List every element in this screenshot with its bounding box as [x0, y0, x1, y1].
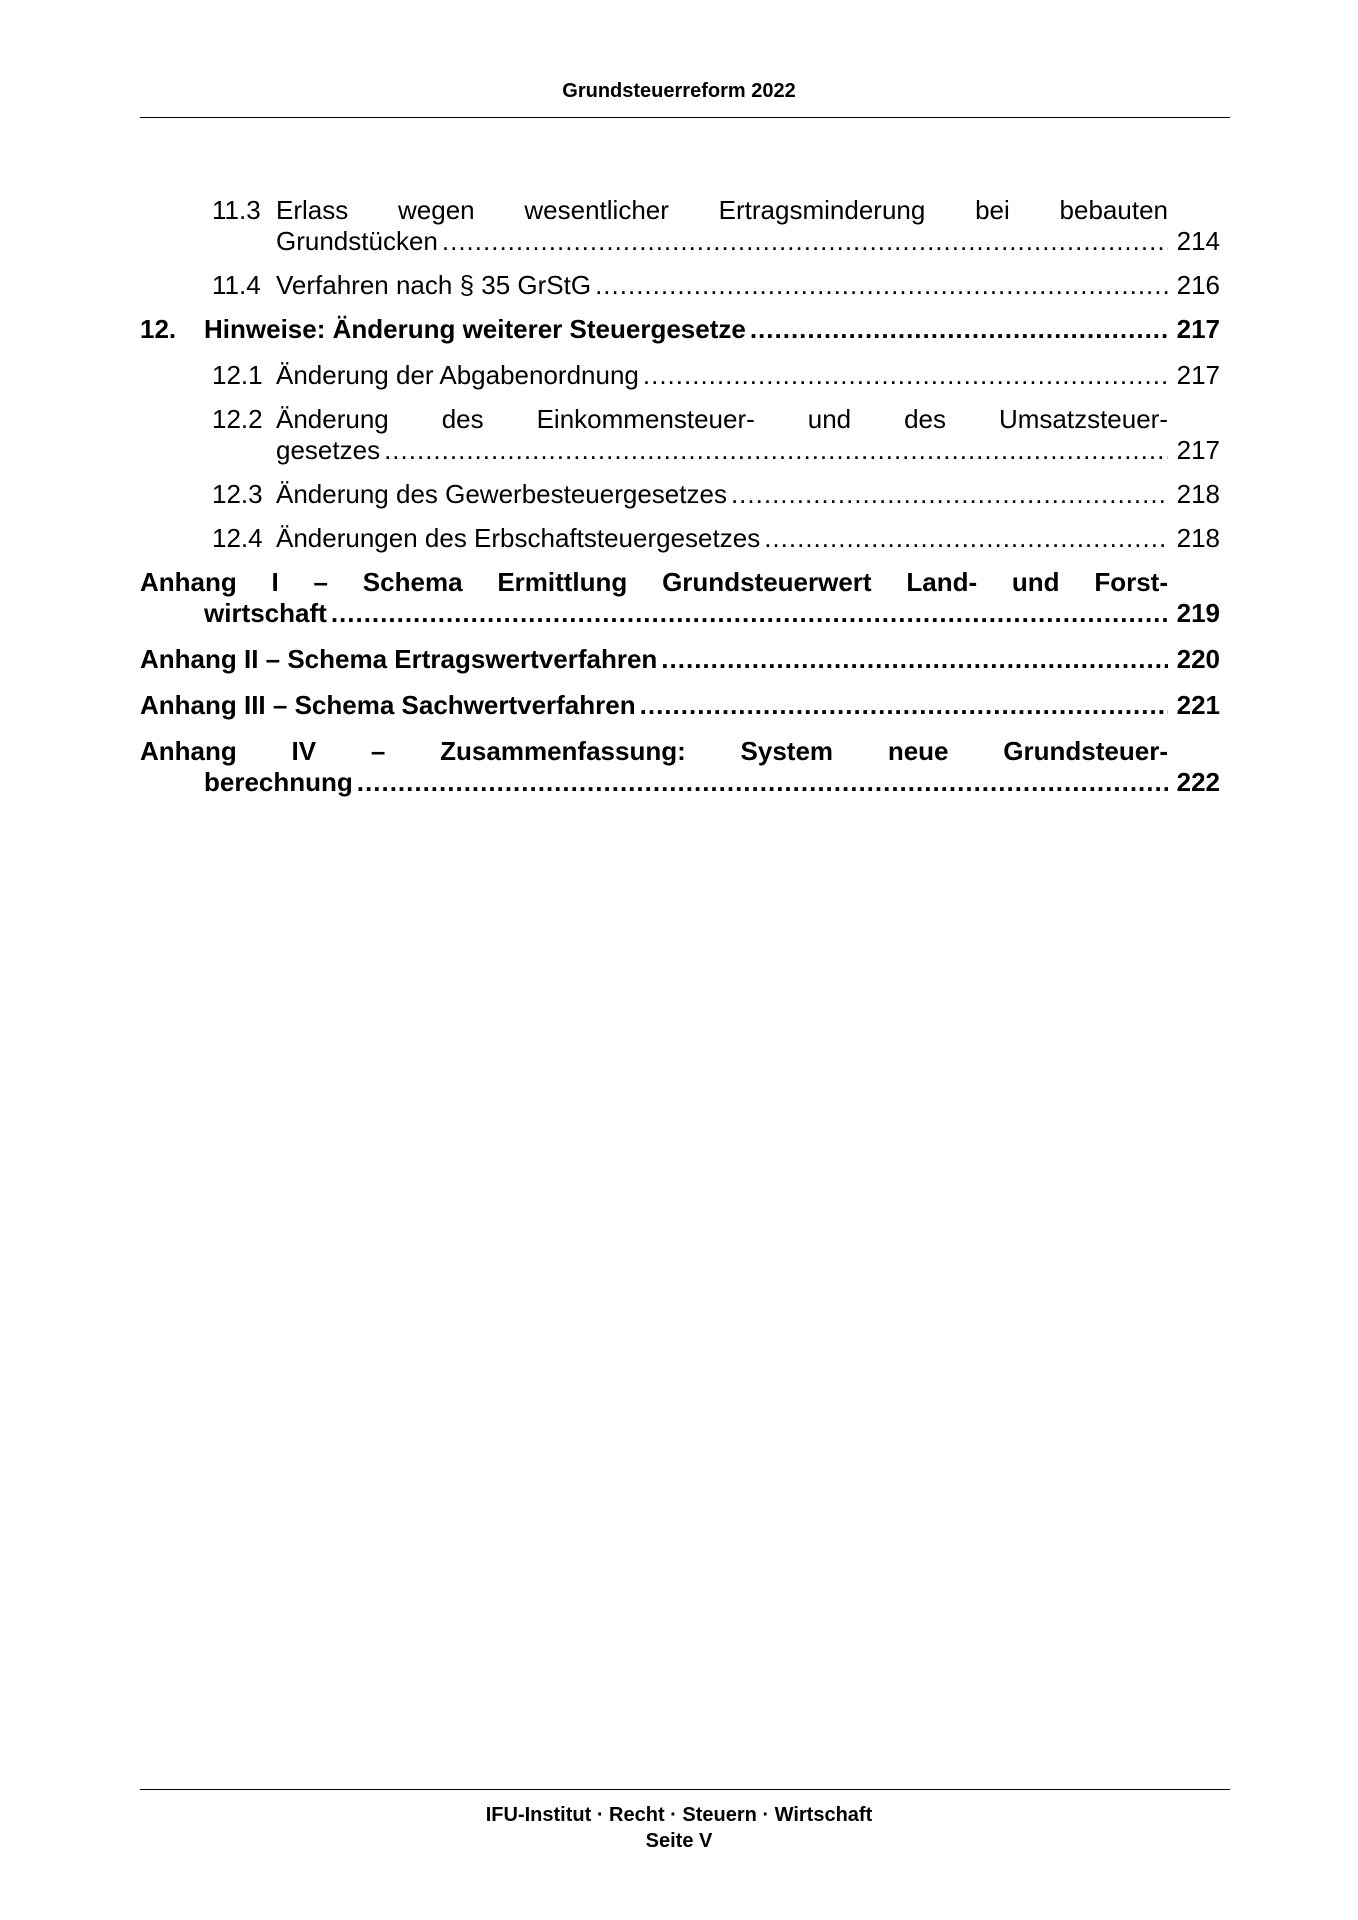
dot-leader [731, 479, 1168, 510]
toc-page-number: 221 [1176, 690, 1220, 720]
toc-entry-12-4[interactable] [140, 523, 1220, 554]
table-of-contents [140, 195, 1220, 813]
toc-entry-title-cont: wirtschaft [204, 598, 327, 628]
toc-entry-number: 11.4 [212, 270, 261, 300]
toc-entry-12-1[interactable] [140, 360, 1220, 391]
toc-entry-title: Änderung des Einkommensteuer- und des Umsatzsteuer- [276, 404, 1168, 434]
toc-entry-title-cont: Grundstücken [276, 226, 438, 256]
toc-entry-12-2[interactable] [140, 404, 1220, 466]
dot-leader [764, 523, 1168, 554]
toc-entry-12-3[interactable] [140, 479, 1220, 510]
toc-page-number: 219 [1176, 598, 1220, 628]
toc-entry-title-cont: berechnung [204, 767, 353, 797]
toc-entry-title: Hinweise: Änderung weiterer Steuergesetze [204, 314, 746, 344]
toc-entry-number: 12.1 [212, 360, 263, 390]
dot-leader [357, 767, 1168, 798]
footer-rule [140, 1789, 1230, 1790]
toc-entry-anhang-2[interactable] [140, 644, 1220, 675]
toc-entry-11-3[interactable] [140, 195, 1220, 257]
toc-entry-11-4[interactable] [140, 270, 1220, 301]
toc-entry-number: 12.2 [212, 404, 263, 434]
toc-entry-anhang-4[interactable] [140, 736, 1220, 798]
toc-entry-number: 12. [140, 314, 177, 344]
toc-entry-title: Änderungen des Erbschaftsteuergesetzes [276, 523, 761, 553]
toc-page-number: 214 [1176, 226, 1220, 256]
dot-leader [643, 360, 1168, 391]
footer-page-number: Seite V [645, 1830, 713, 1852]
toc-entry-number: 11.3 [212, 195, 261, 225]
toc-entry-anhang-3[interactable] [140, 690, 1220, 721]
dot-leader [384, 435, 1168, 466]
toc-entry-title: Erlass wegen wesentlicher Ertragsminderung bei bebauten [276, 195, 1168, 225]
dot-leader [750, 314, 1168, 345]
toc-entry-title: Anhang IV – Zusammenfassung: System neue Grundsteuer- [140, 736, 1168, 766]
toc-entry-title-cont: gesetzes [276, 435, 381, 465]
dot-leader [595, 270, 1168, 301]
toc-entry-title: Änderung des Gewerbesteuergesetzes [276, 479, 727, 509]
toc-entry-title: Änderung der Abgabenordnung [276, 360, 639, 390]
toc-entry-title: Anhang III – Schema Sachwertverfahren [140, 690, 636, 720]
toc-entry-number: 12.4 [212, 523, 263, 553]
toc-entry-title: Anhang I – Schema Ermittlung Grundsteuerwert Land- und Forst- [140, 567, 1168, 597]
toc-page-number: 218 [1176, 479, 1220, 509]
toc-page-number: 220 [1176, 644, 1220, 674]
toc-page-number: 217 [1176, 435, 1220, 465]
dot-leader [640, 690, 1168, 721]
toc-page-number: 217 [1176, 314, 1220, 344]
header-rule [140, 117, 1230, 118]
running-header: Grundsteuerreform 2022 [562, 80, 796, 102]
toc-entry-anhang-1[interactable] [140, 567, 1220, 629]
toc-entry-number: 12.3 [212, 479, 263, 509]
toc-entry-12[interactable] [140, 314, 1220, 345]
toc-page-number: 218 [1176, 523, 1220, 553]
toc-page-number: 222 [1176, 767, 1220, 797]
dot-leader [331, 598, 1168, 629]
toc-entry-title: Anhang II – Schema Ertragswertverfahren [140, 644, 658, 674]
footer-publisher: IFU-Institut · Recht · Steuern · Wirtschaft [485, 1804, 873, 1826]
dot-leader [442, 226, 1168, 257]
toc-page-number: 216 [1176, 270, 1220, 300]
toc-entry-title: Verfahren nach § 35 GrStG [276, 270, 592, 300]
toc-page-number: 217 [1176, 360, 1220, 390]
dot-leader [661, 644, 1168, 675]
page-footer [0, 1802, 1358, 1854]
